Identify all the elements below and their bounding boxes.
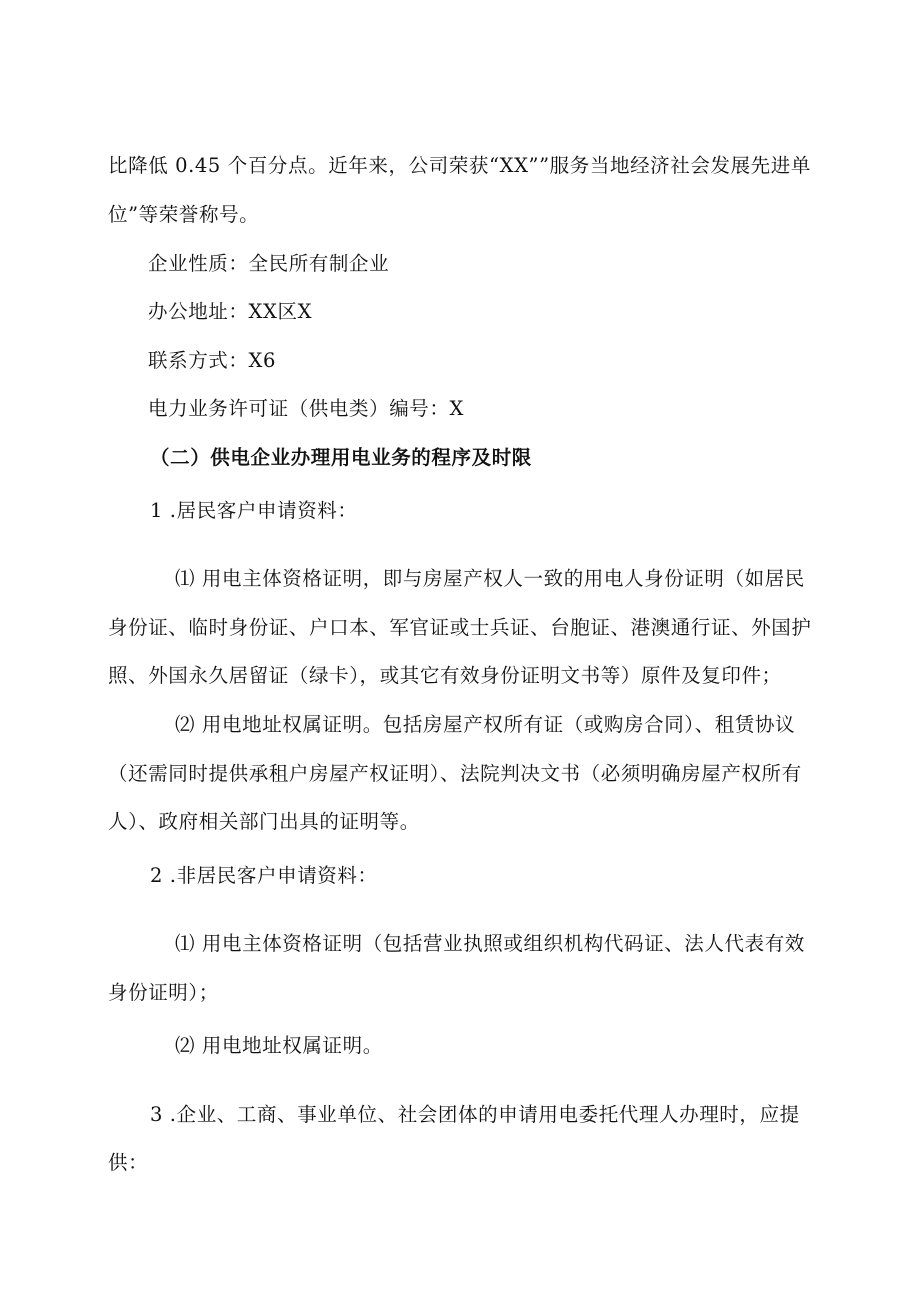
item-2-sub-1-line-1: ⑴ 用电主体资格证明（包括营业执照或组织机构代码证、法人代表有效: [175, 932, 805, 955]
item-1-title: 1 .居民客户申请资料：: [150, 499, 358, 522]
item-1-sub-1-line-3: 照、外国永久居留证（绿卡），或其它有效身份证明文书等）原件及复印件；: [108, 664, 782, 687]
license-number: 电力业务许可证（供电类）编号：X: [148, 397, 464, 420]
item-1-sub-2-line-3: 人）、政府相关部门出具的证明等。: [108, 810, 420, 833]
section-heading: （二）供电企业办理用电业务的程序及时限: [150, 446, 532, 469]
intro-paragraph-line-1: 比降低 0.45 个百分点。近年来，公司荣获“XX””服务当地经济社会发展先进单: [108, 154, 811, 177]
item-2-sub-2-line-1: ⑵ 用电地址权属证明。: [175, 1034, 383, 1057]
intro-paragraph-line-2: 位”等荣誉称号。: [108, 203, 260, 226]
item-2-title: 2 .非居民客户申请资料：: [150, 864, 378, 887]
item-1-sub-1-line-1: ⑴ 用电主体资格证明，即与房屋产权人一致的用电人身份证明（如居民: [175, 567, 805, 590]
office-address: 办公地址：XX区X: [148, 300, 313, 323]
item-2-sub-1-line-2: 身份证明）；: [108, 981, 219, 1004]
item-1-sub-2-line-1: ⑵ 用电地址权属证明。包括房屋产权所有证（或购房合同）、租赁协议: [175, 713, 796, 736]
item-3-line-1: 3 .企业、工商、事业单位、社会团体的申请用电委托代理人办理时，应提: [150, 1103, 800, 1126]
item-1-sub-1-line-2: 身份证、临时身份证、户口本、军官证或士兵证、台胞证、港澳通行证、外国护: [108, 616, 812, 639]
item-1-sub-2-line-2: （还需同时提供承租户房屋产权证明）、法院判决文书（必须明确房屋产权所有: [108, 762, 802, 785]
enterprise-nature: 企业性质：全民所有制企业: [148, 252, 390, 275]
item-3-line-2: 供：: [108, 1151, 149, 1174]
contact-info: 联系方式：X6: [148, 349, 276, 372]
